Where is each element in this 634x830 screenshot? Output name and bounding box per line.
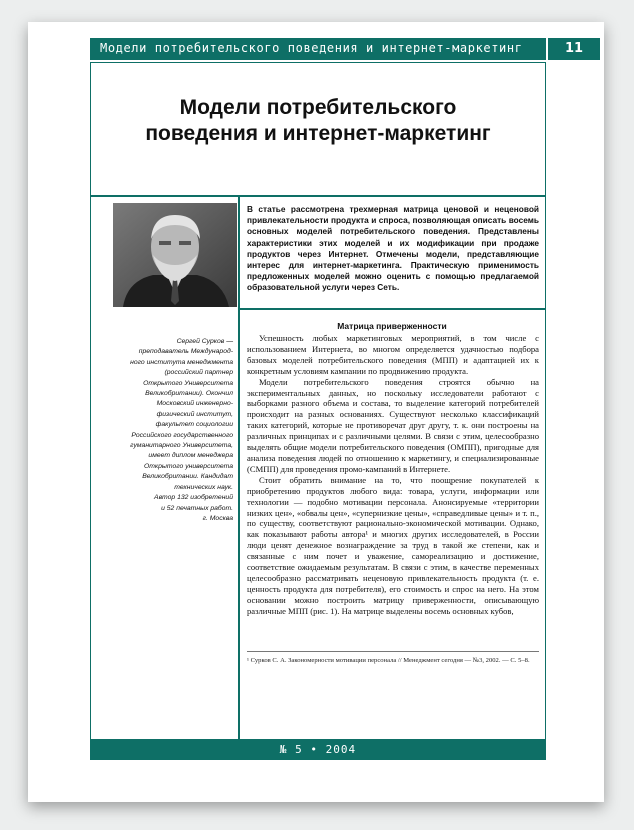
bio-line: Московский инженерно- bbox=[156, 400, 233, 408]
bio-line: гуманитарного Университета, bbox=[130, 442, 233, 450]
author-bio bbox=[95, 337, 233, 524]
article-abstract: В статье рассмотрена трехмерная матрица ценовой и неценовой привлекательности продукта и спроса, позволяющая описать восемь основных моделей потребительского поведения. Представлены характеристики этих моделей и их модификации при продаже продуктов через Интернет. Отмечены модели, представляющие интерес для интернет-маркетинга. Практическую применимость предложенных моделей можно оценить с помощью предлагаемой образовательной услуги через Сеть. bbox=[247, 204, 539, 293]
issue-number: № 5 • 2004 bbox=[279, 743, 357, 756]
divider-vertical bbox=[238, 195, 240, 739]
footnote: ¹ Сурков С. А. Закономерности мотивации персонала // Менеджмент сегодня — №3, 2002. — С. 5–8. bbox=[247, 657, 530, 664]
title-line-1: Модели потребительского bbox=[179, 96, 457, 119]
bio-line: и 52 печатных работ. bbox=[161, 504, 233, 512]
author-photo bbox=[113, 203, 237, 307]
page-number: 11 bbox=[548, 38, 600, 60]
bio-line: имеет диплом менеджера bbox=[148, 452, 233, 460]
article-body bbox=[247, 333, 539, 617]
bio-line: г. Москва bbox=[202, 514, 233, 522]
footnote-rule bbox=[247, 651, 539, 652]
footer-bar bbox=[90, 740, 546, 760]
article-title bbox=[91, 95, 545, 147]
divider-abstract bbox=[239, 308, 545, 310]
paragraph: Успешность любых маркетинговых мероприятий, в том числе с использованием Интернета, во многом определяется удачностью подбора базовых моделей потребительского поведения (МПП) и адаптацией их к конкретным условиям кампании по продвижению продукта. bbox=[247, 333, 539, 376]
running-header bbox=[90, 38, 546, 60]
section-heading: Матрица приверженности bbox=[337, 321, 447, 331]
bio-line: Открытого Университета bbox=[143, 379, 233, 387]
bio-line: преподаватель Международ- bbox=[138, 348, 233, 356]
author-portrait-image bbox=[113, 203, 237, 307]
paragraph: Модели потребительского поведения строятся обычно на экспериментальных данных, но поскольку исследователи работают с выборками разного объема и состава, то выделение категорий потребителей происходит на разных основаниях. Существуют несколько классификаций таких категорий, которые не противоречат друг другу, т. к. они построены на различных принципах и с различными целями. В связи с этим, целесообразно выделять общие модели потребительского поведения (ОМПП), пригодные для анализа поведения людей по отношению к маркетингу, и специализированные (СМПП) для проведения промо-кампаний в Интернете. bbox=[247, 376, 539, 474]
paragraph: Стоит обратить внимание на то, что поощрение покупателей к приобретению продуктов любого вида: товара, услуги, информации или технологии — подобно мотивации персонала. Анонсируемые «территории низких цен», «обвалы цен», «супернизкие цены», «справедливые цены» и т. п., по существу, соответствуют рационально-экономической мотивации. Однако, как показывают работы автора¹ и многих других исследователей, в России люди ценят денежное вознаграждение за труд в такой же степени, как и связанные с ним почет и уважение, самореализацию и достижение, соответствие ожидаемым результатам. В связи с этим, в качестве переменных целесообразно рассматривать неценовую привлекательность продукта (т. е. ценность продукта для потребителя), его стоимость и спрос на него. На этом основании можно построить матрицу приверженности, описывающую различные МПП (рис. 1). На матрице выделены восемь основных кубов, bbox=[247, 474, 539, 616]
title-line-2: поведения и интернет-маркетинг bbox=[145, 122, 491, 145]
bio-line: Сергей Сурков — bbox=[176, 338, 233, 345]
bio-line: (российский партнер bbox=[164, 369, 233, 377]
bio-line: физический институт, bbox=[156, 410, 233, 418]
divider-horizontal bbox=[91, 195, 545, 197]
magazine-page bbox=[28, 22, 604, 802]
article-frame bbox=[90, 62, 546, 740]
bio-line: Российского государственного bbox=[131, 431, 233, 439]
bio-line: Великобритании. Кандидат bbox=[142, 473, 233, 481]
bio-line: Автор 132 изобретений bbox=[154, 494, 233, 502]
bio-line: ного института менеджмента bbox=[130, 358, 233, 366]
bio-line: технических наук. bbox=[174, 483, 233, 491]
bio-line: факультет социологии bbox=[155, 421, 233, 429]
running-title: Модели потребительского поведения и интернет-маркетинг bbox=[100, 41, 523, 55]
bio-line: Открытого университета bbox=[143, 462, 233, 470]
bio-line: Великобритании). Окончил bbox=[145, 390, 233, 398]
